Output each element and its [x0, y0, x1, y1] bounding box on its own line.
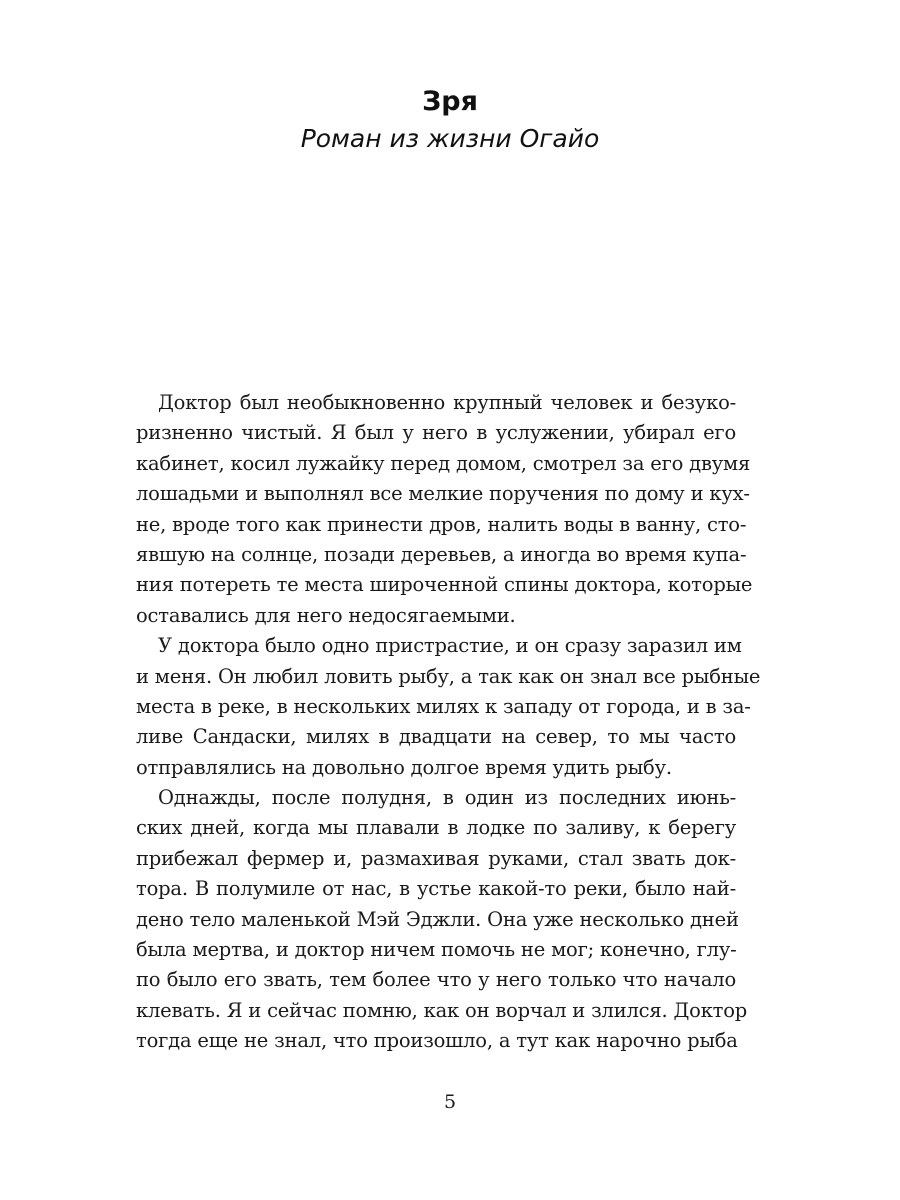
text-line: ризненно чистый. Я был у него в услужении, убирал его [136, 421, 736, 445]
body-text [136, 388, 761, 1057]
text-line: явшую на солнце, позади деревьев, а иногда во время купа- [136, 542, 747, 566]
chapter-heading [0, 82, 900, 156]
chapter-subtitle: Роман из жизни Огайо [300, 124, 600, 153]
chapter-title: Зря [422, 86, 478, 117]
text-line: места в реке, в нескольких милях к западу от города, и в за- [136, 694, 751, 718]
page-number: 5 [443, 1091, 457, 1113]
text-line: клевать. Я и сейчас помню, как он ворчал и злился. Доктор [136, 998, 748, 1022]
paragraph-3 [136, 783, 748, 1057]
text-line: Доктор был необыкновенно крупный человек и безуко- [158, 391, 736, 414]
text-line: кабинет, косил лужайку перед домом, смотрел за его двумя [136, 451, 751, 475]
text-line: была мертва, и доктор ничем помочь не мог; конечно, глу- [136, 938, 737, 962]
text-line: дено тело маленькой Мэй Эджли. Она уже несколько дней [136, 907, 739, 931]
paragraph-2 [136, 631, 761, 783]
text-line: У доктора было одно пристрастие, и он сразу заразил им [158, 634, 742, 658]
text-line: тора. В полумиле от нас, в устье какой-то реки, было най- [136, 877, 736, 901]
text-line: тогда еще не знал, что произошло, а тут как нарочно рыба [136, 1029, 738, 1053]
text-line: Однажды, после полудня, в один из последних июнь- [158, 786, 736, 810]
text-line: ских дней, когда мы плавали в лодке по заливу, к берегу [136, 816, 736, 840]
text-line: по было его звать, тем более что у него только что начало [136, 968, 736, 992]
text-line: лошадьми и выполнял все мелкие поручения по дому и кух- [136, 482, 750, 506]
text-line: и меня. Он любил ловить рыбу, а так как он знал все рыбные [136, 664, 761, 688]
text-line: не, вроде того как принести дров, налить воды в ванну, сто- [136, 512, 747, 536]
text-line: отправлялись на довольно долгое время удить рыбу. [136, 755, 672, 779]
paragraph-1 [136, 388, 753, 631]
text-line: оставались для него недосягаемыми. [136, 603, 516, 627]
text-line: ния потереть те места широченной спины доктора, которые [136, 573, 753, 597]
text-line: прибежал фермер и, размахивая руками, стал звать док- [136, 846, 736, 870]
text-line: ливе Сандаски, милях в двадцати на север, то мы часто [136, 725, 736, 749]
